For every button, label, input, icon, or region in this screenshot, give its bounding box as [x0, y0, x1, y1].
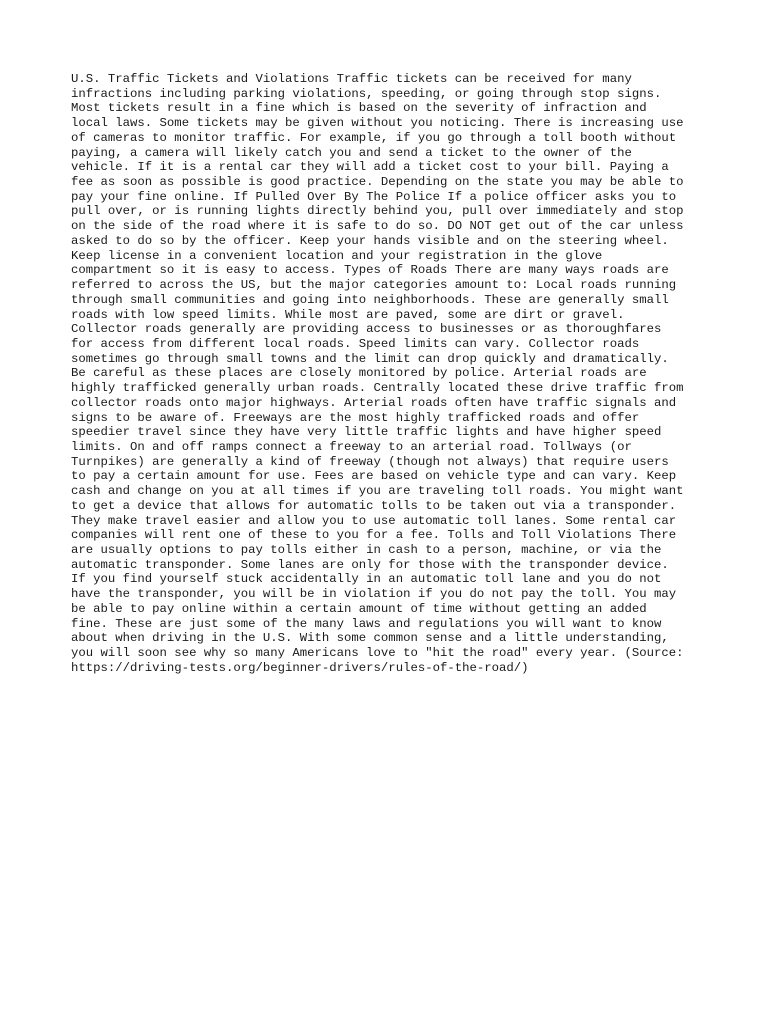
- text-line: asked to do so by the officer. Keep your hands visible and on the steering wheel.: [71, 233, 669, 248]
- text-line: Collector roads generally are providing access to businesses or as thoroughfares: [71, 322, 662, 337]
- text-line: roads with low speed limits. While most are paved, some are dirt or gravel.: [71, 307, 625, 322]
- text-line: Be careful as these places are closely monitored by police. Arterial roads are: [71, 366, 647, 381]
- text-line: If you find yourself stuck accidentally in an automatic toll lane and you do not: [71, 572, 662, 587]
- text-line: https://driving-tests.org/beginner-drivers/rules-of-the-road/): [71, 660, 529, 675]
- text-line: fine. These are just some of the many laws and regulations you will want to know: [71, 616, 662, 631]
- text-line: pull over, or is running lights directly behind you, pull over immediately and stop: [71, 204, 684, 219]
- text-line: speedier travel since they have very little traffic lights and have higher speed: [71, 425, 662, 440]
- text-line: be able to pay online within a certain amount of time without getting an added: [71, 601, 647, 616]
- text-line: for access from different local roads. Speed limits can vary. Collector roads: [71, 336, 640, 351]
- text-line: pay your fine online. If Pulled Over By The Police If a police officer asks you to: [71, 189, 677, 204]
- text-line: fee as soon as possible is good practice. Depending on the state you may be able to: [71, 175, 684, 190]
- text-line: have the transponder, you will be in violation if you do not pay the toll. You may: [71, 587, 677, 602]
- text-line: sometimes go through small towns and the limit can drop quickly and dramatically.: [71, 351, 669, 366]
- text-line: are usually options to pay tolls either in cash to a person, machine, or via the: [71, 543, 662, 557]
- text-line: highly trafficked generally urban roads. Centrally located these drive traffic from: [71, 381, 684, 396]
- text-line: to pay a certain amount for use. Fees are based on vehicle type and can vary. Keep: [71, 469, 677, 484]
- text-line: vehicle. If it is a rental car they will add a ticket cost to your bill. Paying a: [71, 160, 669, 175]
- text-line: to get a device that allows for automatic tolls to be taken out via a transponder.: [71, 498, 677, 513]
- text-line: cash and change on you at all times if you are traveling toll roads. You might want: [71, 484, 684, 499]
- text-line: local laws. Some tickets may be given without you noticing. There is increasing use: [71, 116, 684, 131]
- text-line: referred to across the US, but the major categories amount to: Local roads running: [71, 278, 677, 293]
- text-line: collector roads onto major highways. Arterial roads often have traffic signals and: [71, 395, 677, 410]
- text-line: Most tickets result in a fine which is based on the severity of infraction and: [71, 101, 647, 116]
- text-line: you will soon see why so many Americans love to "hit the road" every year. (Source:: [71, 646, 684, 661]
- text-line: of cameras to monitor traffic. For example, if you go through a toll booth without: [71, 130, 677, 145]
- text-line: Turnpikes) are generally a kind of freeway (though not always) that require users: [71, 454, 669, 469]
- text-line: on the side of the road where it is safe to do so. DO NOT get out of the car unless: [71, 219, 684, 234]
- text-line: through small communities and going into neighborhoods. These are generally small: [71, 292, 669, 307]
- text-line: companies will rent one of these to you for a fee. Tolls and Toll Violations There: [71, 528, 677, 543]
- document-body: [71, 72, 711, 675]
- text-line: about when driving in the U.S. With some common sense and a little understanding,: [71, 631, 669, 646]
- text-line: Keep license in a convenient location and your registration in the glove: [71, 248, 603, 263]
- text-line: signs to be aware of. Freeways are the most highly trafficked roads and offer: [71, 410, 640, 425]
- text-line: compartment so it is easy to access. Types of Roads There are many ways roads are: [71, 263, 669, 278]
- text-line: paying, a camera will likely catch you and send a ticket to the owner of the: [71, 145, 632, 160]
- text-line: automatic transponder. Some lanes are only for those with the transponder device.: [71, 557, 669, 572]
- text-line: infractions including parking violations, speeding, or going through stop signs.: [71, 86, 662, 101]
- text-line: limits. On and off ramps connect a freeway to an arterial road. Tollways (or: [71, 439, 632, 454]
- text-line: They make travel easier and allow you to use automatic toll lanes. Some rental car: [71, 513, 677, 528]
- text-line: U.S. Traffic Tickets and Violations Traffic tickets can be received for many: [71, 72, 632, 86]
